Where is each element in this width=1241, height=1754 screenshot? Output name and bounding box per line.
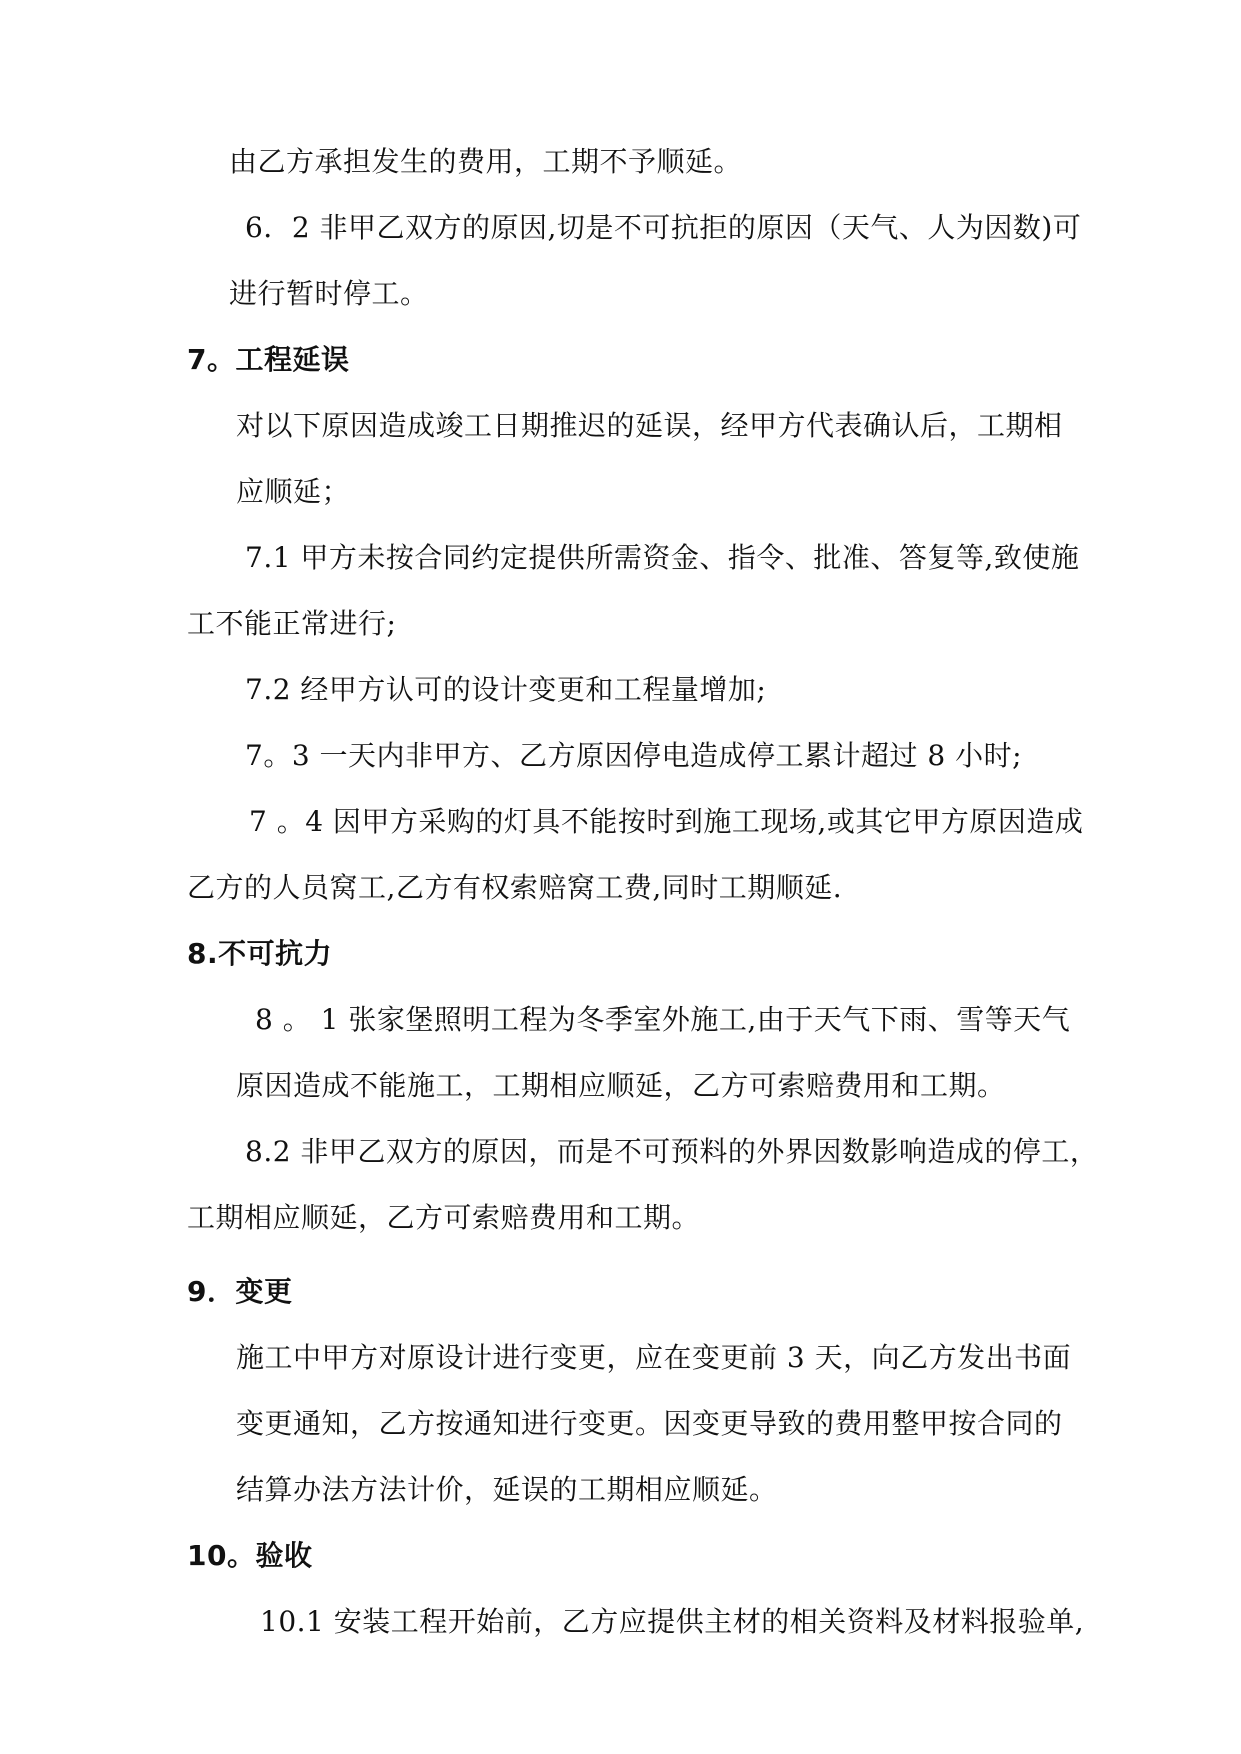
paragraph-line: 对以下原因造成竣工日期推迟的延误，经甲方代表确认后，工期相	[236, 409, 1063, 442]
paragraph-line: 7。3 一天内非甲方、乙方原因停电造成停工累计超过 8 小时;	[245, 739, 1023, 772]
paragraph-line: 应顺延；	[236, 475, 351, 508]
paragraph-line: 进行暂时停工。	[229, 277, 429, 310]
paragraph-line: 由乙方承担发生的费用，工期不予顺延。	[229, 145, 743, 178]
paragraph-line: 乙方的人员窝工,乙方有权索赔窝工费,同时工期顺延.	[187, 871, 843, 904]
section-heading: 7。工程延误	[187, 343, 350, 376]
paragraph-line: 工不能正常进行;	[187, 607, 397, 640]
paragraph-line: 工期相应顺延，乙方可索赔费用和工期。	[187, 1201, 701, 1234]
paragraph-line: 7 。4 因甲方采购的灯具不能按时到施工现场,或其它甲方原因造成	[249, 805, 1084, 838]
section-heading: 9．变更	[187, 1275, 293, 1308]
paragraph-line: 施工中甲方对原设计进行变更，应在变更前 3 天，向乙方发出书面	[236, 1341, 1072, 1374]
paragraph-line: 7.2 经甲方认可的设计变更和工程量增加;	[245, 673, 767, 706]
paragraph-line: 变更通知，乙方按通知进行变更。因变更导致的费用整甲按合同的	[236, 1407, 1063, 1440]
paragraph-line: 原因造成不能施工，工期相应顺延，乙方可索赔费用和工期。	[236, 1069, 1006, 1102]
section-heading: 8.不可抗力	[187, 937, 333, 970]
paragraph-line: 10.1 安装工程开始前，乙方应提供主材的相关资料及材料报验单,	[260, 1605, 1085, 1638]
paragraph-line: 结算办法方法计价，延误的工期相应顺延。	[236, 1473, 778, 1506]
paragraph-line: 8.2 非甲乙双方的原因，而是不可预料的外界因数影响造成的停工，	[245, 1135, 1099, 1168]
paragraph-line: 7.1 甲方未按合同约定提供所需资金、指令、批准、答复等,致使施	[245, 541, 1080, 574]
section-heading: 10。验收	[187, 1539, 313, 1572]
paragraph-line: 8 。 1 张家堡照明工程为冬季室外施工,由于天气下雨、雪等天气	[255, 1003, 1071, 1036]
paragraph-line: 6．2 非甲乙双方的原因,切是不可抗拒的原因（天气、人为因数)可	[245, 211, 1082, 244]
